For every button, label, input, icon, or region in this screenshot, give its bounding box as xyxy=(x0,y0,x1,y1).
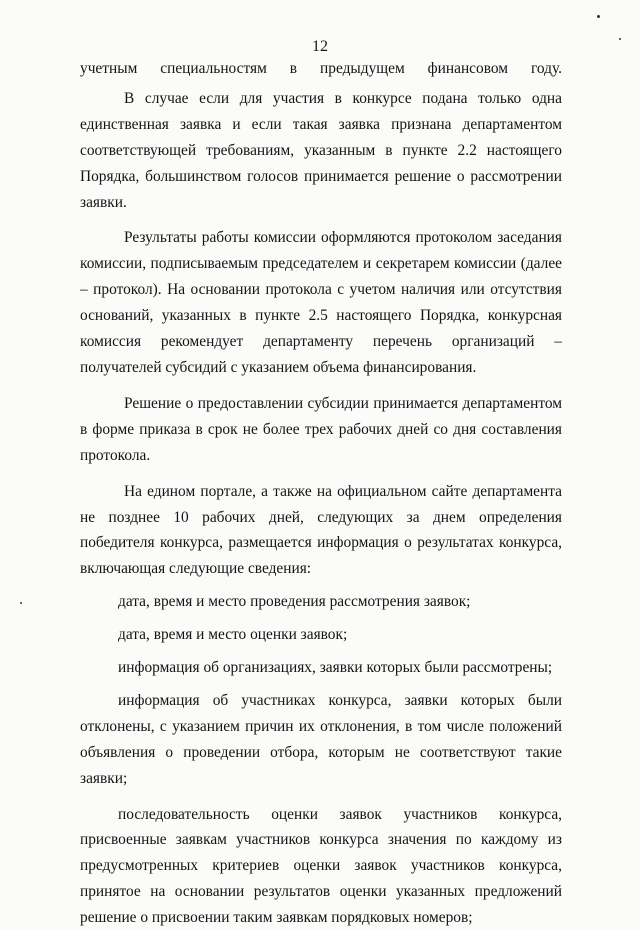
list-item-evaluation-date: дата, время и место оценки заявок; xyxy=(118,626,348,644)
list-item-review-date: дата, время и место проведения рассмотрения заявок; xyxy=(118,593,471,611)
scan-speck xyxy=(597,15,600,18)
list-item-reviewed-organizations: информация об организациях, заявки которых были рассмотрены; xyxy=(118,659,553,677)
list-item-rejected-participants: информация об участниках конкурса, заявки которых были отклонены, с указанием причин их отклонения, в том числе положений объявления о проведении отбора, которым не соответствуют такие заявки; xyxy=(80,691,562,787)
paragraph-publication: На едином портале, а также на официальном сайте департамента не позднее 10 рабочих дней, следующих за днем определения победителя конкурса, размещается информация о результатах конкурса, включающая следующие сведения: xyxy=(80,482,562,578)
paragraph-single-application: В случае если для участия в конкурсе подана только одна единственная заявка и если такая заявка признана департаментом соответствующей требованиям, указанным в пункте 2.2 настоящего Порядка, большинством голосов принимается решение о рассмотрении заявки. xyxy=(80,89,562,211)
scan-speck xyxy=(619,38,621,40)
paragraph-continuation: учетным специальностям в предыдущем финансовом году. xyxy=(80,60,562,77)
page-number: 12 xyxy=(312,38,328,55)
scan-speck xyxy=(20,602,22,604)
paragraph-subsidy-decision: Решение о предоставлении субсидии принимается департаментом в форме приказа в срок не более трех рабочих дней со дня составления протокола. xyxy=(80,394,562,464)
page-body xyxy=(80,56,562,931)
paragraph-commission-results: Результаты работы комиссии оформляются протоколом заседания комиссии, подписываемым председателем и секретарем комиссии (далее – протокол). На основании протокола с учетом наличия или отсутствия оснований, указанных в пункте 2.5 настоящего Порядка, конкурсная комиссия рекомендует департаменту перечень организаций – получателей субсидий с указанием объема финансирования. xyxy=(80,229,562,376)
list-item-evaluation-sequence: последовательность оценки заявок участников конкурса, присвоенные заявкам участников конкурса значения по каждому из предусмотренных критериев оценки заявок участников конкурса, принятое на основании результатов оценки указанных предложений решение о присвоении таким заявкам порядковых номеров; xyxy=(80,805,562,927)
